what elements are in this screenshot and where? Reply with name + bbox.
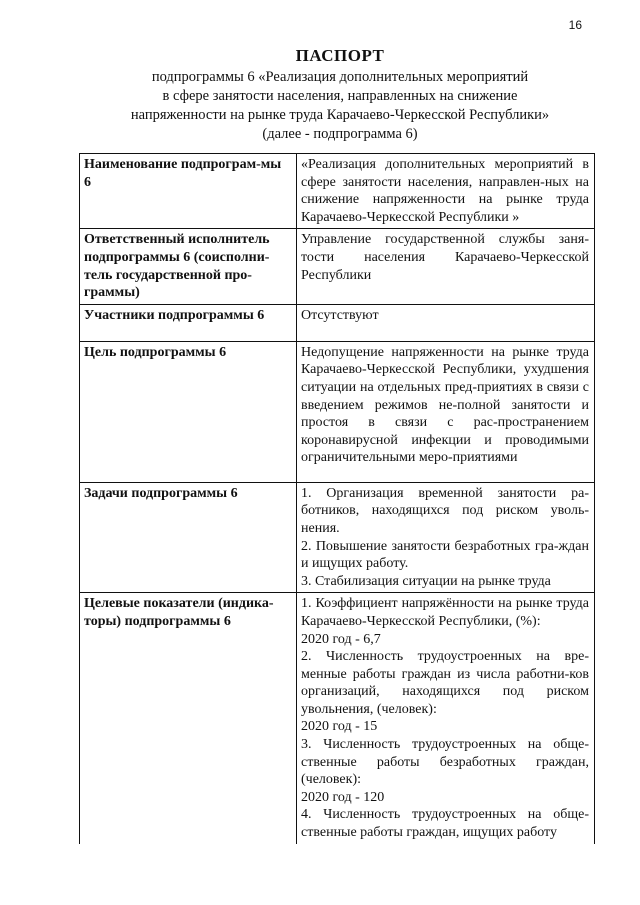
row-label-executor: Ответственный исполнитель подпрограммы 6 (соисполни-тель государственной про-граммы)	[80, 229, 297, 304]
row-value-participants	[297, 304, 595, 341]
value-line: 3. Численность трудоустроенных на обще-ственные работы безработных граждан, (человек):	[301, 737, 589, 788]
value-line: 3. Стабилизация ситуации на рынке труда	[301, 573, 551, 589]
subtitle-line-3: напряженности на рынке труда Карачаево-Черкесской Республики»	[130, 107, 550, 123]
document-header	[80, 46, 600, 144]
table-row-indicators	[80, 593, 595, 844]
value-line: 2020 год - 15	[301, 719, 378, 735]
value-line: Недопущение напряженности на рынке труда Карачаево-Черкесской Республики, ухудшения ситуации на отдельных пред-приятиях в связи с введением режимов не-полной занятости и простоя в связи с рас-пространением коронавирусной инфекции и проводимыми ограничительными меро-приятиями	[301, 344, 589, 466]
subtitle-line-4: (далее - подпрограмма 6)	[262, 126, 418, 142]
value-line: Управление государственной службы заня-тости населения Карачаево-Черкесской Республики	[301, 232, 589, 283]
document-title: ПАСПОРТ	[295, 46, 385, 65]
table-row-tasks	[80, 482, 595, 593]
value-line: 2. Численность трудоустроенных на вре-менные работы граждан из числа работни-ков организаций, находящихся под риском увольнения, (человек):	[301, 649, 589, 717]
row-value-indicators	[297, 593, 595, 844]
table-row-name	[80, 154, 595, 229]
subtitle-line-2: в сфере занятости населения, направленных на снижение	[162, 88, 518, 104]
value-line: Отсутствуют	[301, 307, 379, 323]
value-line: 1. Организация временной занятости ра-ботников, находящихся под риском уволь-нения.	[301, 485, 589, 536]
passport-table	[79, 153, 595, 844]
row-value-name	[297, 154, 595, 229]
table-row-goal	[80, 341, 595, 482]
subtitle-line-1: подпрограммы 6 «Реализация дополнительных мероприятий	[151, 69, 529, 85]
row-label-participants: Участники подпрограммы 6	[80, 304, 297, 341]
row-label-tasks: Задачи подпрограммы 6	[80, 482, 297, 593]
value-line: 2. Повышение занятости безработных гра-ждан и ищущих работу.	[301, 538, 589, 572]
page-number: 16	[568, 18, 582, 32]
row-label-goal: Цель подпрограммы 6	[80, 341, 297, 482]
value-line: 1. Коэффициент напряжённости на рынке труда Карачаево-Черкесской Республики, (%):	[301, 596, 589, 629]
value-line: 4. Численность трудоустроенных на обще-ственные работы граждан, ищущих работу	[301, 807, 589, 841]
row-value-goal	[297, 341, 595, 482]
value-line: «Реализация дополнительных мероприятий в сфере занятости населения, направлен-ных на снижение напряженности на рынке труда Карачаево-Черкесской Республики »	[301, 157, 589, 225]
row-label-indicators: Целевые показатели (индика-торы) подпрограммы 6	[80, 593, 297, 844]
value-line: 2020 год - 6,7	[301, 631, 381, 647]
table-row-executor	[80, 229, 595, 304]
value-line: 2020 год - 120	[301, 789, 385, 805]
row-value-executor	[297, 229, 595, 304]
row-label-name: Наименование подпрограм-мы 6	[80, 154, 297, 229]
row-value-tasks	[297, 482, 595, 593]
table-row-participants	[80, 304, 595, 341]
